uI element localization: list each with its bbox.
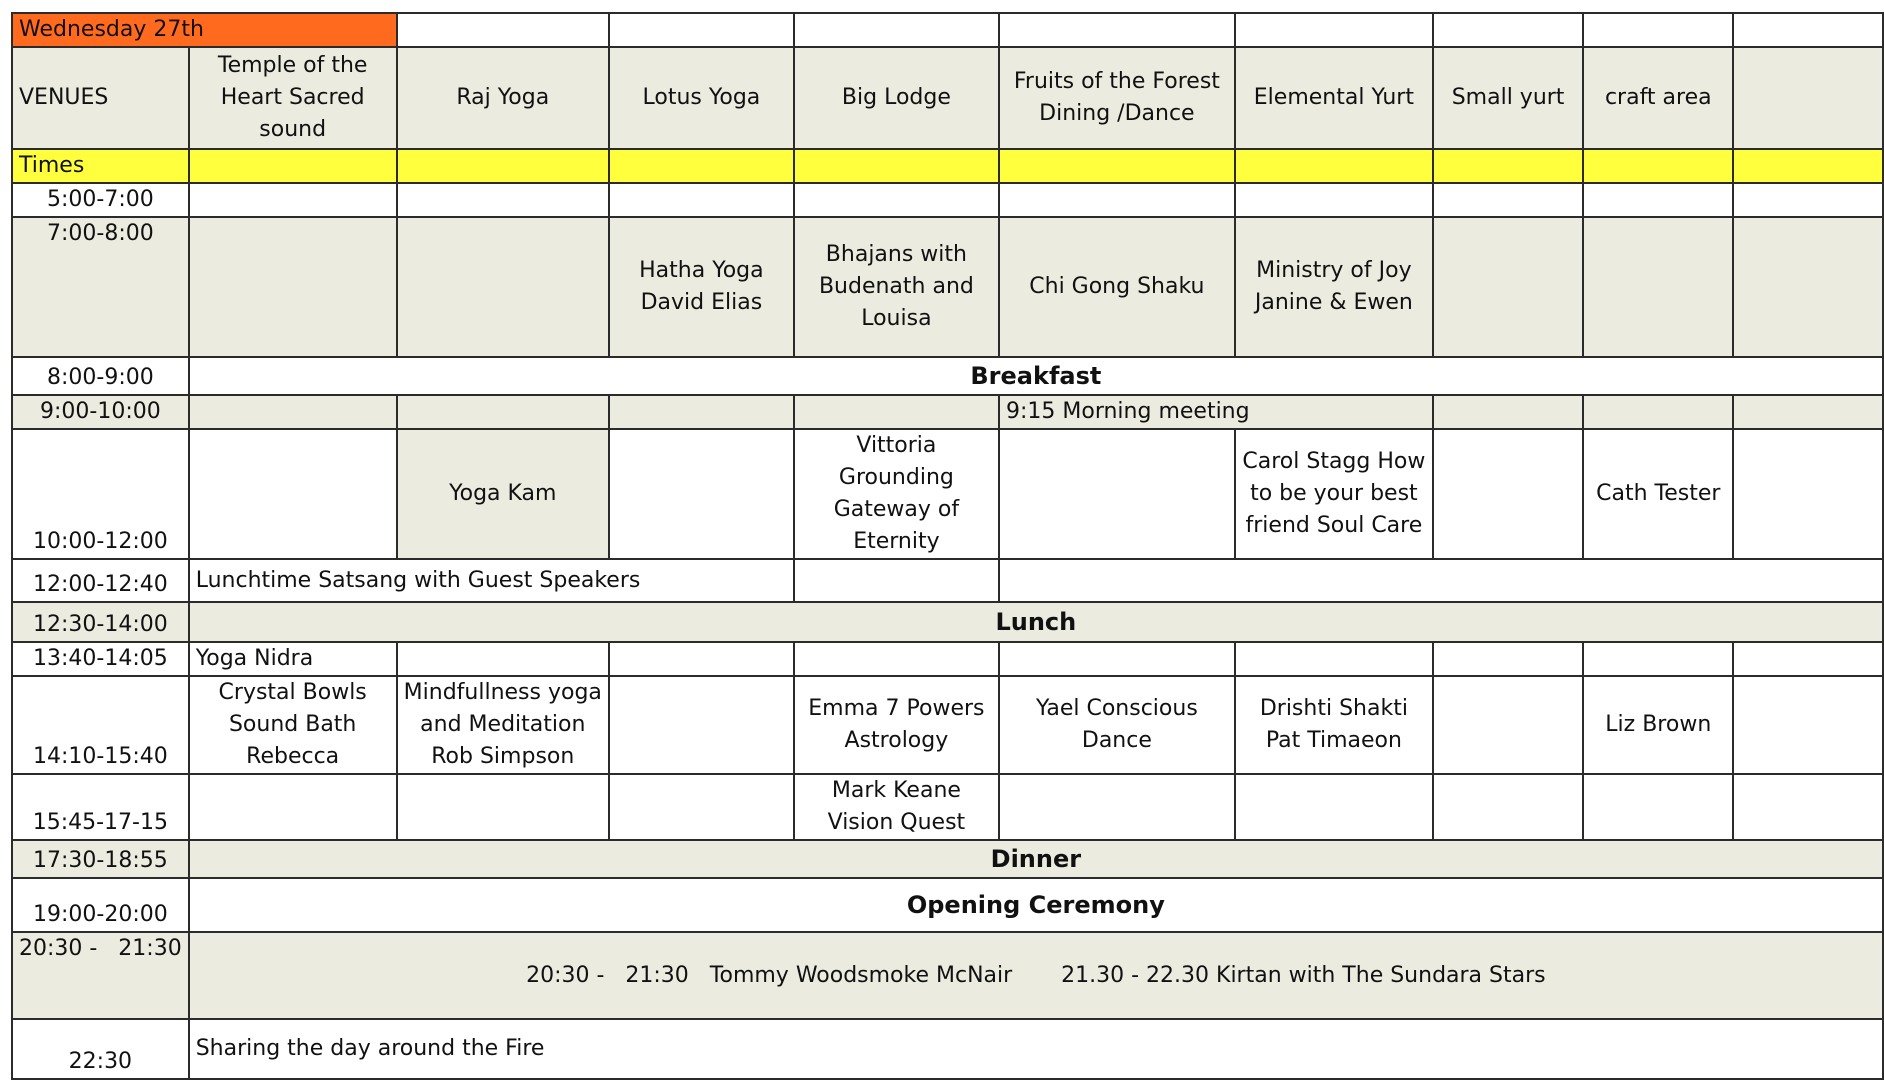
schedule-table bbox=[11, 12, 1884, 1080]
time-cell: 13:40-14:05 bbox=[12, 642, 189, 676]
event-vittoria: Vittoria Grounding Gateway of Eternity bbox=[794, 429, 999, 559]
event-mark-keane: Mark Keane Vision Quest bbox=[794, 774, 999, 840]
row-15-17 bbox=[12, 774, 1883, 840]
row-breakfast bbox=[12, 357, 1883, 395]
event-drishti: Drishti Shakti Pat Timaeon bbox=[1235, 676, 1433, 774]
event-dinner: Dinner bbox=[189, 840, 1883, 878]
venue-lotus-yoga: Lotus Yoga bbox=[609, 47, 794, 149]
event-hatha-yoga: Hatha Yoga David Elias bbox=[609, 217, 794, 357]
time-cell: 14:10-15:40 bbox=[12, 676, 189, 774]
row-5-7 bbox=[12, 183, 1883, 217]
row-fire bbox=[12, 1019, 1883, 1079]
event-yael: Yael Conscious Dance bbox=[999, 676, 1235, 774]
event-fire-sharing: Sharing the day around the Fire bbox=[189, 1019, 1883, 1079]
venue-fruits-of-the-forest: Fruits of the Forest Dining /Dance bbox=[999, 47, 1235, 149]
event-morning-meeting: 9:15 Morning meeting bbox=[999, 395, 1433, 429]
event-cath-tester: Cath Tester bbox=[1583, 429, 1733, 559]
row-dinner bbox=[12, 840, 1883, 878]
event-emma: Emma 7 Powers Astrology bbox=[794, 676, 999, 774]
event-yoga-kam: Yoga Kam bbox=[397, 429, 609, 559]
row-lunch bbox=[12, 602, 1883, 642]
row-10-12 bbox=[12, 429, 1883, 559]
event-chi-gong: Chi Gong Shaku bbox=[999, 217, 1235, 357]
empty-cell bbox=[1235, 13, 1433, 47]
venue-temple-of-the-heart: Temple of the Heart Sacred sound bbox=[189, 47, 397, 149]
time-cell: 12:00-12:40 bbox=[12, 559, 189, 602]
empty-cell bbox=[1433, 13, 1583, 47]
times-label: Times bbox=[12, 149, 189, 183]
venues-label: VENUES bbox=[12, 47, 189, 149]
row-14-15 bbox=[12, 676, 1883, 774]
empty-cell bbox=[1583, 13, 1733, 47]
venues-header-row bbox=[12, 47, 1883, 149]
venue-elemental-yurt: Elemental Yurt bbox=[1235, 47, 1433, 149]
row-9-10 bbox=[12, 395, 1883, 429]
time-cell: 8:00-9:00 bbox=[12, 357, 189, 395]
venue-raj-yoga: Raj Yoga bbox=[397, 47, 609, 149]
event-opening-ceremony: Opening Ceremony bbox=[189, 878, 1883, 932]
event-mindfulness: Mindfullness yoga and Meditation Rob Simpson bbox=[397, 676, 609, 774]
time-cell: 22:30 bbox=[12, 1019, 189, 1079]
empty-cell bbox=[1733, 13, 1883, 47]
row-evening bbox=[12, 932, 1883, 1019]
empty-cell bbox=[609, 13, 794, 47]
event-breakfast: Breakfast bbox=[189, 357, 1883, 395]
row-yoga-nidra bbox=[12, 642, 1883, 676]
time-cell: 15:45-17-15 bbox=[12, 774, 189, 840]
row-opening bbox=[12, 878, 1883, 932]
time-cell: 12:30-14:00 bbox=[12, 602, 189, 642]
day-row bbox=[12, 13, 1883, 47]
venue-craft-area: craft area bbox=[1583, 47, 1733, 149]
time-cell: 5:00-7:00 bbox=[12, 183, 189, 217]
event-crystal-bowls: Crystal Bowls Sound Bath Rebecca bbox=[189, 676, 397, 774]
empty-cell bbox=[999, 13, 1235, 47]
row-7-8 bbox=[12, 217, 1883, 357]
empty-cell bbox=[794, 13, 999, 47]
times-label-row bbox=[12, 149, 1883, 183]
venue-blank bbox=[1733, 47, 1883, 149]
venue-big-lodge: Big Lodge bbox=[794, 47, 999, 149]
time-cell: 10:00-12:00 bbox=[12, 429, 189, 559]
time-cell: 17:30-18:55 bbox=[12, 840, 189, 878]
row-satsang bbox=[12, 559, 1883, 602]
event-satsang: Lunchtime Satsang with Guest Speakers bbox=[189, 559, 794, 602]
event-evening-music: 20:30 - 21:30 Tommy Woodsmoke McNair 21.30 - 22.30 Kirtan with The Sundara Stars bbox=[189, 932, 1883, 1019]
time-cell: 20:30 - 21:30 bbox=[12, 932, 189, 1019]
event-lunch: Lunch bbox=[189, 602, 1883, 642]
event-carol-stagg: Carol Stagg How to be your best friend Soul Care bbox=[1235, 429, 1433, 559]
event-liz-brown: Liz Brown bbox=[1583, 676, 1733, 774]
event-bhajans: Bhajans with Budenath and Louisa bbox=[794, 217, 999, 357]
empty-cell bbox=[397, 13, 609, 47]
time-cell: 19:00-20:00 bbox=[12, 878, 189, 932]
venue-small-yurt: Small yurt bbox=[1433, 47, 1583, 149]
event-ministry-of-joy: Ministry of Joy Janine & Ewen bbox=[1235, 217, 1433, 357]
day-label: Wednesday 27th bbox=[12, 13, 397, 47]
time-cell: 9:00-10:00 bbox=[12, 395, 189, 429]
event-yoga-nidra: Yoga Nidra bbox=[189, 642, 397, 676]
time-cell: 7:00-8:00 bbox=[12, 217, 189, 357]
